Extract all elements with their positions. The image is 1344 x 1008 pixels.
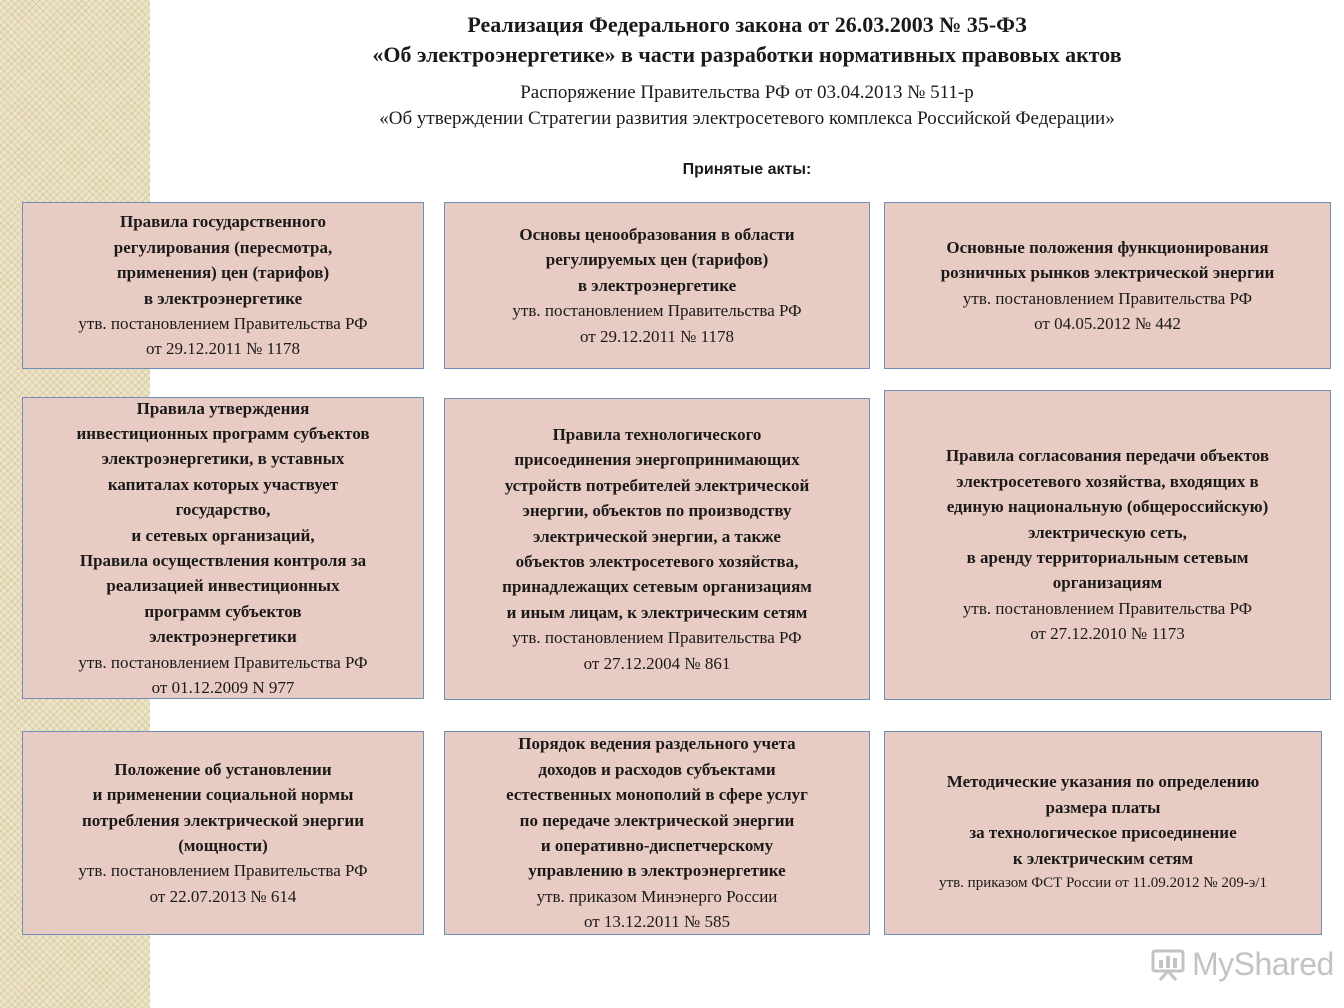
act-card [884,731,1322,935]
act-title-line: капиталах которых участвует [107,474,339,494]
act-title-line: доходов и расходов субъектами [538,759,776,779]
act-approval-line: утв. постановлением Правительства РФ [512,301,802,321]
act-title-line: и сетевых организаций, [131,525,315,545]
act-title-line: электросетевого хозяйства, входящих в [956,471,1259,491]
act-approval-line: утв. постановлением Правительства РФ [78,652,368,672]
act-title-line: управлению в электроэнергетике [528,861,786,881]
act-title-line: Правила осуществления контроля за [79,551,367,570]
act-card [444,398,870,700]
act-title-line: единую национальную (общероссийскую) [946,497,1269,517]
act-approval-line: утв. постановлением Правительства РФ [962,598,1253,618]
act-title-line: принадлежащих сетевым организациям [502,577,812,597]
act-title-line: розничных рынков электрической энергии [940,263,1275,283]
act-title-line: в электроэнергетике [577,275,737,295]
watermark [1150,944,1334,984]
act-approval-line: от 13.12.2011 № 585 [583,912,731,932]
act-title-line: энергии, объектов по производству [522,501,792,521]
act-title-line: в аренду территориальным сетевым [966,548,1249,567]
act-title-line: электрическую сеть, [1028,522,1187,542]
act-title-line: регулируемых цен (тарифов) [545,250,769,270]
title-line: Реализация Федерального закона от 26.03.2003 № 35-ФЗ [467,12,1027,37]
act-title-line: организациям [1052,573,1163,593]
act-title-line: Методические указания по определению [946,772,1260,792]
act-title-line: потребления электрической энергии [81,810,364,830]
act-card [884,202,1331,369]
act-title-line: Правила согласования передачи объектов [945,446,1270,466]
act-title-line: применения) цен (тарифов) [116,263,330,283]
act-title-line: присоединения энергопринимающих [514,450,800,470]
act-title-line: государство, [175,500,271,520]
act-title-line: по передаче электрической энергии [519,810,795,830]
act-title-line: электрической энергии, а также [533,526,781,546]
act-title-line: реализацией инвестиционных [106,576,340,596]
act-title-line: Правила государственного [119,212,327,232]
presentation-board-icon [1150,947,1186,981]
act-title-line: Правила технологического [552,424,762,444]
act-title-line: размера платы [1045,797,1161,817]
act-title-line: за технологическое присоединение [969,823,1237,843]
act-approval-line: от 27.12.2010 № 1173 [1030,624,1185,644]
act-card [884,390,1331,700]
act-approval-line: утв. постановлением Правительства РФ [962,288,1253,308]
act-title-line: Основы ценообразования в области [519,224,795,244]
act-title-line: Порядок ведения раздельного учета [518,734,796,754]
act-approval-line: утв. постановлением Правительства РФ [78,861,368,881]
act-approval-line: от 04.05.2012 № 442 [1034,313,1181,333]
act-title-line: и применении социальной нормы [92,785,354,805]
subtitle-line: «Об утверждении Стратегии развития электросетевого комплекса Российской Федерации» [379,108,1115,129]
act-approval-line: от 29.12.2011 № 1178 [146,339,300,359]
act-title-line: инвестиционных программ субъектов [76,423,370,443]
act-card [444,202,870,369]
act-approval-line: утв. приказом ФСТ России от 11.09.2012 № 209-э/1 [939,875,1267,892]
act-card [22,202,424,369]
act-title-line: естественных монополий в сфере услуг [506,785,808,805]
watermark-text: MyShared [1192,945,1334,982]
act-approval-line: утв. приказом Минэнерго России [536,886,778,906]
act-title-line: программ субъектов [144,601,302,621]
act-title-line: и иным лицам, к электрическим сетям [506,602,808,622]
act-approval-line: от 27.12.2004 № 861 [583,653,731,673]
title-line: «Об электроэнергетике» в части разработки нормативных правовых актов [372,42,1122,67]
act-title-line: к электрическим сетям [1012,848,1194,868]
act-approval-line: от 29.12.2011 № 1178 [580,326,734,346]
act-title-line: Правила утверждения [136,398,310,418]
act-approval-line: от 01.12.2009 N 977 [151,678,295,698]
act-title-line: устройств потребителей электрической [504,475,810,495]
act-title-line: регулирования (пересмотра, [113,237,333,257]
act-title-line: в электроэнергетике [143,288,303,308]
act-approval-line: утв. постановлением Правительства РФ [512,628,802,648]
act-title-line: и оперативно-диспетчерскому [540,836,774,855]
section-label: Принятые акты: [682,161,812,178]
act-title-line: электроэнергетики [149,627,297,647]
act-card [22,397,424,699]
act-card [22,731,424,935]
page-subtitle [150,80,1344,132]
act-title-line: Основные положения функционирования [946,237,1269,257]
subtitle-line: Распоряжение Правительства РФ от 03.04.2013 № 511-р [520,82,974,103]
page-title [150,10,1344,70]
act-title-line: электроэнергетики, в уставных [101,449,345,469]
act-approval-line: от 22.07.2013 № 614 [149,886,297,906]
act-card [444,731,870,935]
act-title-line: объектов электросетевого хозяйства, [515,552,799,571]
act-title-line: Положение об установлении [114,759,332,779]
act-title-line: (мощности) [178,836,268,855]
act-approval-line: утв. постановлением Правительства РФ [78,313,368,333]
